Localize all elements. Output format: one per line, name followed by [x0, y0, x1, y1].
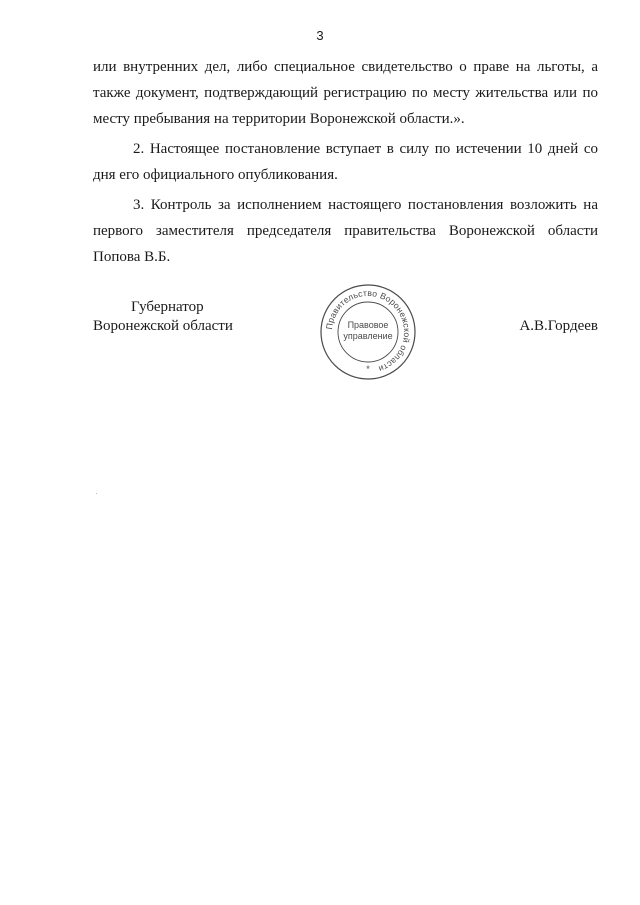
paragraph-2: 2. Настоящее постановление вступает в силу по истечении 10 дней со дня его официального опубликования. — [93, 141, 598, 183]
paragraph-continuation: или внутренних дел, либо специальное свидетельство о праве на льготы, а также документ, подтверждающий регистрацию по месту жительства или по месту пребывания на территории Воронежской области.». — [93, 59, 598, 127]
signatory-region: Воронежской области — [93, 318, 233, 334]
page-number: 3 — [316, 28, 324, 43]
scan-speck — [96, 493, 97, 494]
official-seal-stamp — [318, 282, 418, 382]
signatory-title — [93, 298, 233, 336]
seal-center-line2: управление — [343, 331, 393, 341]
seal-ring-textpath: Правительство Воронежской области — [324, 287, 413, 375]
signatory-name: А.В.Гордеев — [519, 318, 598, 334]
document-body — [93, 54, 598, 270]
seal-center-line1: Правовое — [347, 320, 389, 330]
paragraph-3: 3. Контроль за исполнением настоящего постановления возложить на первого заместителя председателя правительства Воронежской области Попова В.Б. — [93, 197, 598, 265]
signatory-position: Губернатор — [131, 299, 204, 315]
seal-star: * — [366, 364, 370, 374]
